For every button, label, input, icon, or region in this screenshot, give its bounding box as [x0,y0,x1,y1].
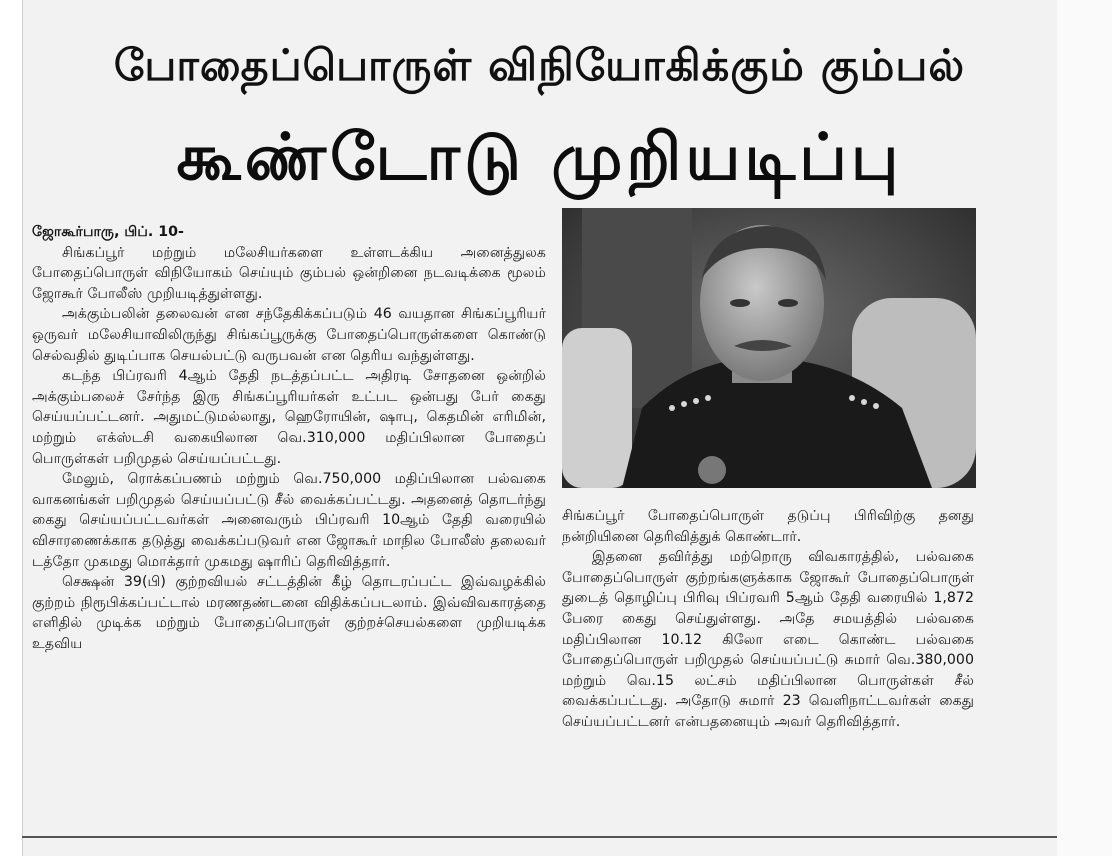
article-paragraph: சிங்கப்பூர் போதைப்பொருள் தடுப்பு பிரிவிற்கு தனது நன்றியினை தெரிவித்துக் கொண்டார். [562,508,974,545]
headline-kicker: போதைப்பொருள் விநியோகிக்கும் கும்பல் [113,41,966,91]
article-right-column [562,506,974,733]
page-margin [1057,0,1112,856]
police-officer-portrait-icon [562,208,976,488]
article-paragraph: கடந்த பிப்ரவரி 4ஆம் தேதி நடத்தப்பட்ட அதிரடி சோதனை ஒன்றில் அக்கும்பலைச் சேர்ந்த இரு சிங்கப்பூரியர்கள் உட்பட ஒன்பது பேர் கைது செய்யப்பட்டனர். அதுமட்டுமல்லாது, ஹெரோயின், ஷாபு, கெதமின் எரிமின், மற்றும் எக்ஸ்டசி வகையிலான வெ.310,000 மதிப்பிலான போதைப் பொருள்கள் பறிமுதல் செய்யப்பட்டது. [32,368,546,467]
article-paragraph: செக்ஷன் 39(பி) குற்றவியல் சட்டத்தின் கீழ் தொடரப்பட்ட இவ்வழக்கில் குற்றம் நிரூபிக்கப்பட்டால் மரணதண்டனை விதிக்கப்படலாம். இவ்விவகாரத்தை எளிதில் முடிக்க மற்றும் போதைப்பொருள் குற்றச்செயல்களை முறியடிக்க உதவிய [32,574,546,652]
bottom-rule [22,836,1057,838]
article-paragraph: இதனை தவிர்த்து மற்றொரு விவகாரத்தில், பல்வகை போதைப்பொருள் குற்றங்களுக்காக ஜோகூர் போதைப்பொருள் துடைத் தொழிப்பு பிரிவு பிப்ரவரி 5ஆம் தேதி வரையில் 1,872 பேரை கைது செய்துள்ளது. அதே சமயத்தில் பல்வகை மதிப்பிலான 10.12 கிலோ எடை கொண்ட பல்வகை போதைப்பொருள் பறிமுதல் செய்யப்பட்டு சுமார் வெ.380,000 மற்றும் வெ.15 லட்சம் மதிப்பிலான பொருள்கள் சீல் வைக்கப்பட்டது. அதோடு சுமார் 23 வெளிநாட்டவர்கள் கைது செய்யப்பட்டனர் என்பதனையும் அவர் தெரிவித்தார். [562,549,974,730]
article-left-column [32,222,546,654]
article-paragraph: மேலும், ரொக்கப்பணம் மற்றும் வெ.750,000 மதிப்பிலான பல்வகை வாகனங்கள் பறிமுதல் செய்யப்பட்டு சீல் வைக்கப்பட்டது. அதனைத் தொடர்ந்து கைது செய்யப்பட்டவர்கள் அனைவரும் பிப்ரவரி 10ஆம் தேதி வரையில் விசாரணைக்காக தடுத்து வைக்கப்படுவர் என ஜோகூர் மாநில போலீஸ் தலைவர் டத்தோ முகமது மொக்தார் முகமது ஷாரிப் தெரிவித்தார். [32,471,546,570]
article-paragraph: அக்கும்பலின் தலைவன் என சந்தேகிக்கப்படும் 46 வயதான சிங்கப்பூரியர் ஒருவர் மலேசியாவிலிருந்து சிங்கப்பூருக்கு போதைப்பொருள்களை கொண்டு செல்வதில் துடிப்பாக செயல்பட்டு வருபவன் என தெரிய வந்துள்ளது. [32,306,546,364]
article-dateline: ஜோகூர்பாரு, பிப். 10- [32,224,184,240]
officer-photo [562,208,976,488]
article-paragraph: சிங்கப்பூர் மற்றும் மலேசியர்களை உள்ளடக்கிய அனைத்துலக போதைப்பொருள் விநியோகம் செய்யும் கும்பல் ஒன்றினை நடவடிக்கை மூலம் ஜோகூர் போலீஸ் முறியடித்துள்ளது. [32,244,546,302]
headline-main: கூண்டோடு முறியடிப்பு [176,120,903,195]
